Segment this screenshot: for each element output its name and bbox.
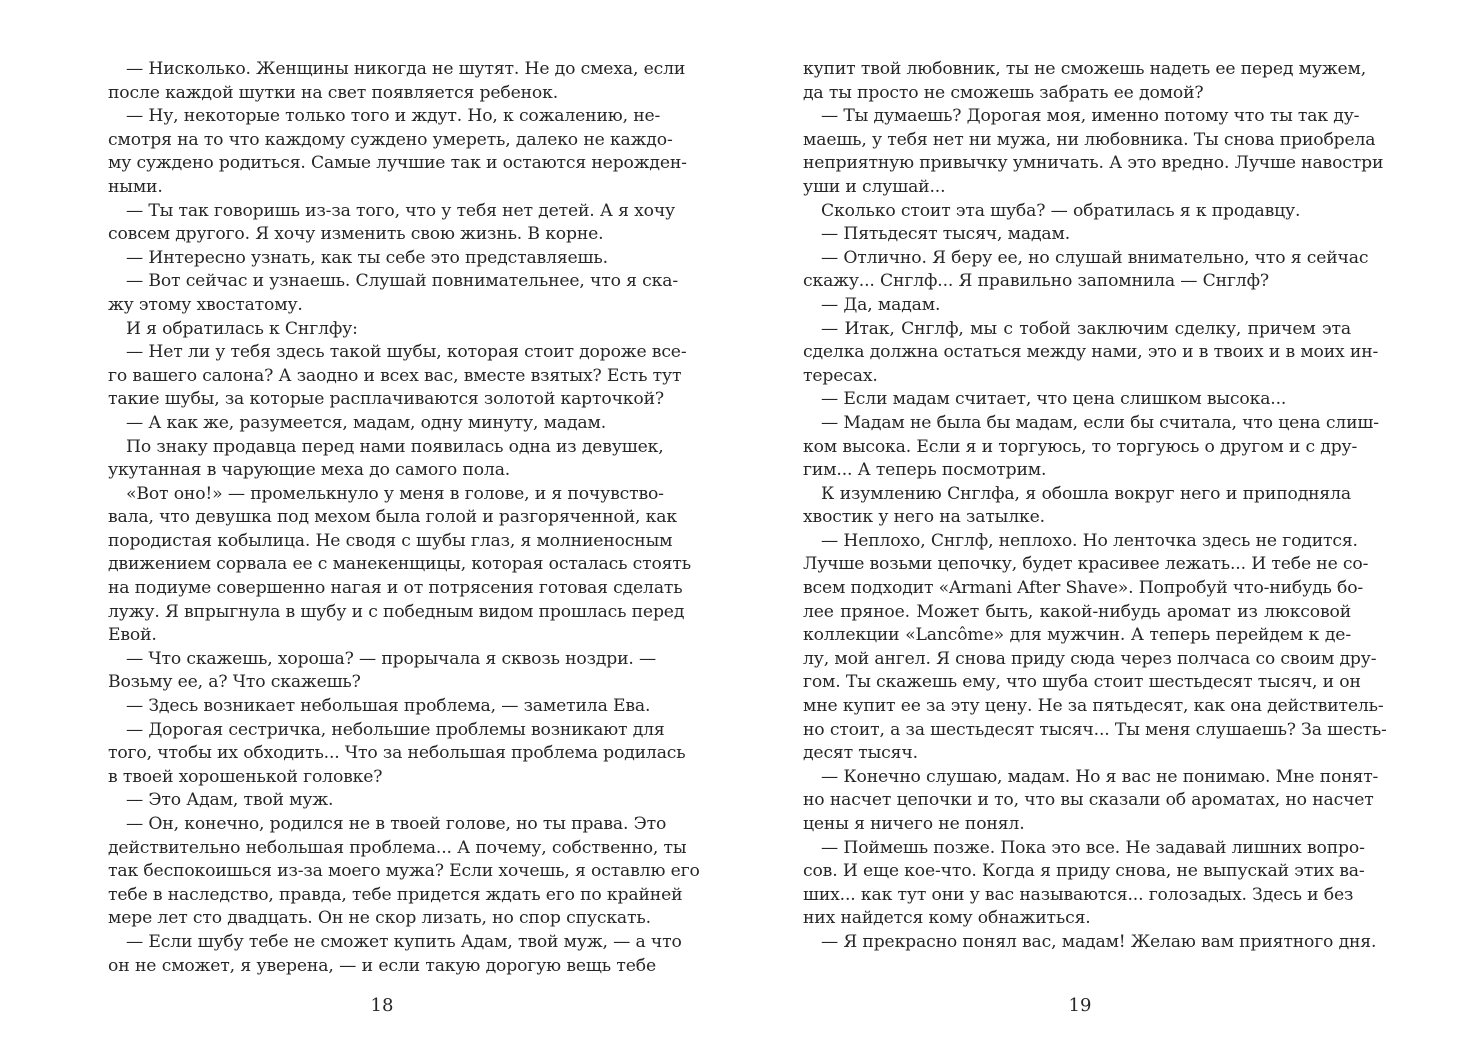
text-line: них найдется кому обнажиться.: [803, 908, 1091, 929]
text-line: — Интересно узнать, как ты себе это представляешь.: [126, 247, 608, 268]
text-line: скажу... Снглф... Я правильно запомнила — Снглф?: [803, 271, 1269, 292]
text-line: му суждено родиться. Самые лучшие так и остаются нерожден-: [108, 153, 687, 174]
text-line: — Здесь возникает небольшая проблема, — заметила Ева.: [126, 696, 651, 717]
text-line: маешь, у тебя нет ни мужа, ни любовника. Ты снова приобрела: [803, 129, 1376, 150]
text-line: всем подходит «Armani After Shave». Попробуй что-нибудь бо-: [803, 578, 1364, 599]
text-line: тебе в наследство, правда, тебе придется ждать его по крайней: [108, 884, 683, 905]
text-line: — Нисколько. Женщины никогда не шутят. Не до смеха, если: [126, 59, 686, 79]
text-line: — Поймешь позже. Пока это все. Не задавай лишних вопро-: [821, 837, 1365, 858]
text-line: — Да, мадам.: [821, 294, 941, 315]
text-line: такие шубы, за которые расплачиваются золотой карточкой?: [108, 389, 664, 410]
text-line: купит твой любовник, ты не сможешь надеть ее перед мужем,: [803, 59, 1367, 79]
text-line: — Вот сейчас и узнаешь. Слушай повнимательнее, что я ска-: [126, 271, 678, 292]
text-line: — Мадам не была бы мадам, если бы считала, что цена слиш-: [821, 412, 1379, 433]
text-line: лужу. Я впрыгнула в шубу и с победным видом прошлась перед: [108, 601, 685, 622]
text-line: мере лет сто двадцать. Он не скор лизать, но спор спускать.: [108, 908, 651, 929]
text-line: породистая кобылица. Не сводя с шубы глаз, я молниеносным: [108, 530, 673, 551]
text-line: — А как же, разумеется, мадам, одну минуту, мадам.: [126, 412, 607, 433]
right-page-text: [803, 58, 1387, 955]
text-line: десят тысяч.: [803, 743, 918, 764]
text-line: — Что скажешь, хороша? — прорычала я сквозь ноздри. —: [126, 648, 657, 669]
text-line: сов. И еще кое-что. Когда я приду снова, не выпускай этих ва-: [803, 861, 1365, 882]
text-line: ком высока. Если я и торгуюсь, то торгуюсь о другом и с дру-: [803, 436, 1358, 457]
text-line: тересах.: [803, 365, 878, 386]
text-line: — Если шубу тебе не сможет купить Адам, твой муж, — а что: [126, 931, 682, 952]
text-line: К изумлению Снглфа, я обошла вокруг него и приподняла: [821, 483, 1351, 504]
text-line: неприятную привычку умничать. А это вредно. Лучше навостри: [803, 153, 1384, 174]
text-line: — Конечно слушаю, мадам. Но я вас не понимаю. Мне понят-: [821, 766, 1379, 787]
text-line: го вашего салона? А заодно и всех вас, вместе взятых? Есть тут: [108, 365, 682, 386]
text-line: но стоит, а за шестьдесят тысяч... Ты меня слушаешь? За шесть-: [803, 719, 1387, 740]
text-line: он не сможет, я уверена, — и если такую дорогую вещь тебе: [108, 955, 656, 976]
text-line: гом. Ты скажешь ему, что шуба стоит шестьдесят тысяч, и он: [803, 672, 1361, 693]
text-line: цены я ничего не понял.: [803, 814, 1025, 834]
text-line: жу этому хвостатому.: [108, 294, 303, 315]
text-line: — Я прекрасно понял вас, мадам! Желаю вам приятного дня.: [821, 931, 1377, 952]
text-line: ших... как тут они у вас называются... голозадых. Здесь и без: [803, 884, 1354, 905]
text-line: — Нет ли у тебя здесь такой шубы, которая стоит дороже все-: [126, 342, 687, 363]
page-number-left: 18: [370, 995, 394, 1016]
text-line: — Ну, некоторые только того и ждут. Но, к сожалению, не-: [126, 106, 661, 127]
text-line: И я обратилась к Снглфу:: [126, 318, 358, 339]
text-line: уши и слушай...: [803, 176, 946, 197]
text-line: Евой.: [108, 625, 157, 646]
text-line: совсем другого. Я хочу изменить свою жизнь. В корне.: [108, 224, 604, 245]
text-line: сделка должна остаться между нами, это и в твоих и в моих ин-: [803, 342, 1379, 363]
text-line: — Это Адам, твой муж.: [126, 790, 334, 811]
text-line: Сколько стоит эта шуба? — обратилась я к продавцу.: [821, 200, 1301, 221]
text-line: движением сорвала ее с манекенщицы, которая осталась стоять: [108, 554, 691, 575]
text-line: — Пятьдесят тысяч, мадам.: [821, 224, 1071, 245]
text-line: ными.: [108, 176, 163, 197]
page-number-right: 19: [1068, 995, 1092, 1016]
text-line: Лучше возьми цепочку, будет красивее лежать... И тебе не со-: [803, 554, 1369, 575]
text-line: да ты просто не сможешь забрать ее домой?: [803, 82, 1204, 103]
text-line: мне купит ее за эту цену. Не за пятьдесят, как она действитель-: [803, 696, 1384, 717]
text-line: в твоей хорошенькой головке?: [108, 766, 383, 787]
text-line: того, чтобы их обходить... Что за небольшая проблема родилась: [108, 743, 686, 764]
text-line: — Итак, Снглф, мы с тобой заключим сделку, причем эта: [821, 318, 1351, 339]
text-line: Возьму ее, а? Что скажешь?: [108, 672, 361, 693]
left-page-text: [108, 58, 700, 978]
text-line: хвостик у него на затылке.: [803, 507, 1045, 528]
text-line: По знаку продавца перед нами появилась одна из девушек,: [126, 436, 664, 457]
text-line: но насчет цепочки и то, что вы сказали об ароматах, но насчет: [803, 790, 1374, 811]
text-line: — Отлично. Я беру ее, но слушай внимательно, что я сейчас: [821, 247, 1369, 268]
text-line: гим... А теперь посмотрим.: [803, 460, 1047, 481]
text-line: смотря на то что каждому суждено умереть, далеко не каждо-: [108, 129, 673, 150]
text-line: укутанная в чарующие меха до самого пола.: [108, 460, 511, 481]
text-line: — Дорогая сестричка, небольшие проблемы возникают для: [126, 719, 665, 740]
text-line: — Ты думаешь? Дорогая моя, именно потому что ты так ду-: [821, 106, 1360, 127]
text-line: «Вот оно!» — промелькнуло у меня в голове, и я почувство-: [126, 483, 664, 504]
text-line: коллекции «Lancôme» для мужчин. А теперь перейдем к де-: [803, 625, 1351, 646]
text-line: лу, мой ангел. Я снова приду сюда через полчаса со своим дру-: [803, 648, 1377, 669]
text-line: — Если мадам считает, что цена слишком высока...: [821, 389, 1287, 410]
text-line: так беспокоишься из-за моего мужа? Если хочешь, я оставлю его: [108, 861, 700, 882]
text-line: — Ты так говоришь из-за того, что у тебя нет детей. А я хочу: [126, 200, 676, 221]
text-line: на подиуме совершенно нагая и от потрясения готовая сделать: [108, 578, 683, 599]
text-line: вала, что девушка под мехом была голой и разгоряченной, как: [108, 507, 677, 528]
text-line: лее пряное. Может быть, какой-нибудь аромат из люксовой: [803, 601, 1351, 622]
text-line: после каждой шутки на свет появляется ребенок.: [108, 82, 559, 103]
text-line: действительно небольшая проблема... А почему, собственно, ты: [108, 837, 687, 858]
text-line: — Он, конечно, родился не в твоей голове, но ты права. Это: [126, 814, 667, 834]
text-line: — Неплохо, Снглф, неплохо. Но ленточка здесь не годится.: [821, 530, 1358, 551]
